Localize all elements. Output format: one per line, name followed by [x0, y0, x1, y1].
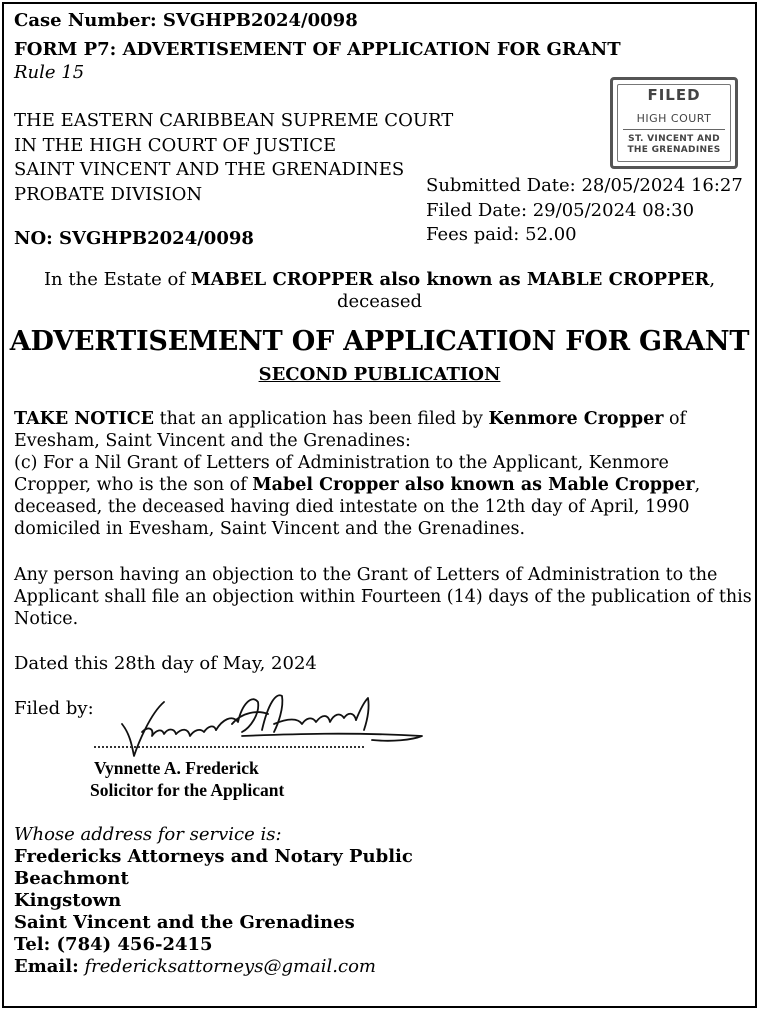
form-title: FORM P7: ADVERTISEMENT OF APPLICATION FOR GRANT	[14, 39, 621, 60]
court-line-2: IN THE HIGH COURT OF JUSTICE	[14, 135, 337, 156]
handwritten-signature	[92, 684, 432, 764]
legal-notice-page	[2, 2, 757, 1008]
signature-line	[94, 746, 364, 748]
estate-line: In the Estate of MABEL CROPPER also known as MABLE CROPPER,	[43, 269, 716, 290]
rule-reference: Rule 15	[14, 62, 85, 83]
case-number: Case Number: SVGHPB2024/0098	[14, 10, 358, 31]
stamp-jurisdiction: ST. VINCENT AND THE GRENADINES	[627, 134, 721, 155]
signatory-role: Solicitor for the Applicant	[90, 780, 285, 800]
stamp-filed-label: FILED	[647, 86, 701, 104]
submitted-date: Submitted Date: 28/05/2024 16:27	[426, 175, 743, 196]
fees-paid: Fees paid: 52.00	[426, 224, 577, 245]
court-line-4: PROBATE DIVISION	[14, 184, 203, 205]
filed-date: Filed Date: 29/05/2024 08:30	[426, 200, 695, 221]
stamp-court-label: HIGH COURT	[636, 112, 712, 125]
address-firm: Fredericks Attorneys and Notary Public	[14, 846, 413, 867]
address-email-line: Email: fredericksattorneys@gmail.com	[14, 956, 376, 977]
signatory-name: Vynnette A. Frederick	[94, 758, 259, 778]
notice-paragraph: TAKE NOTICE that an application has been filed by Kenmore Cropper of Evesham, Saint Vincent and the Grenadines: (c) For a Nil Grant of Letters of Administration to the Applicant, Kenmore Cropper, who is the son of Mabel Cropper also known as Mable Cropper, deceased, the deceased having died intestate on the 12th day of April, 1990 domiciled in Evesham, Saint Vincent and the Grenadines.	[14, 409, 701, 539]
address-street: Beachmont	[14, 868, 129, 889]
applicant-name: Kenmore Cropper	[488, 409, 664, 429]
case-no: NO: SVGHPB2024/0098	[14, 228, 254, 249]
address-country: Saint Vincent and the Grenadines	[14, 912, 355, 933]
filed-stamp	[610, 77, 738, 169]
publication-subtitle: SECOND PUBLICATION	[258, 364, 501, 385]
court-line-3: SAINT VINCENT AND THE GRENADINES	[14, 159, 405, 180]
deceased-name: MABEL CROPPER also known as MABLE CROPPER	[190, 269, 710, 290]
dated-line: Dated this 28th day of May, 2024	[14, 653, 317, 674]
filed-by-label: Filed by:	[14, 698, 94, 719]
court-line-1: THE EASTERN CARIBBEAN SUPREME COURT	[14, 110, 454, 131]
address-city: Kingstown	[14, 890, 122, 911]
address-tel: Tel: (784) 456-2415	[14, 934, 213, 955]
email-link[interactable]: fredericksattorneys@gmail.com	[78, 956, 376, 977]
advertisement-title: ADVERTISEMENT OF APPLICATION FOR GRANT	[9, 326, 750, 357]
estate-deceased: deceased	[336, 291, 423, 312]
objection-paragraph: Any person having an objection to the Grant of Letters of Administration to the Applicant shall file an objection within Fourteen (14) days of the publication of this Notice.	[14, 565, 752, 629]
address-intro: Whose address for service is:	[14, 824, 282, 845]
